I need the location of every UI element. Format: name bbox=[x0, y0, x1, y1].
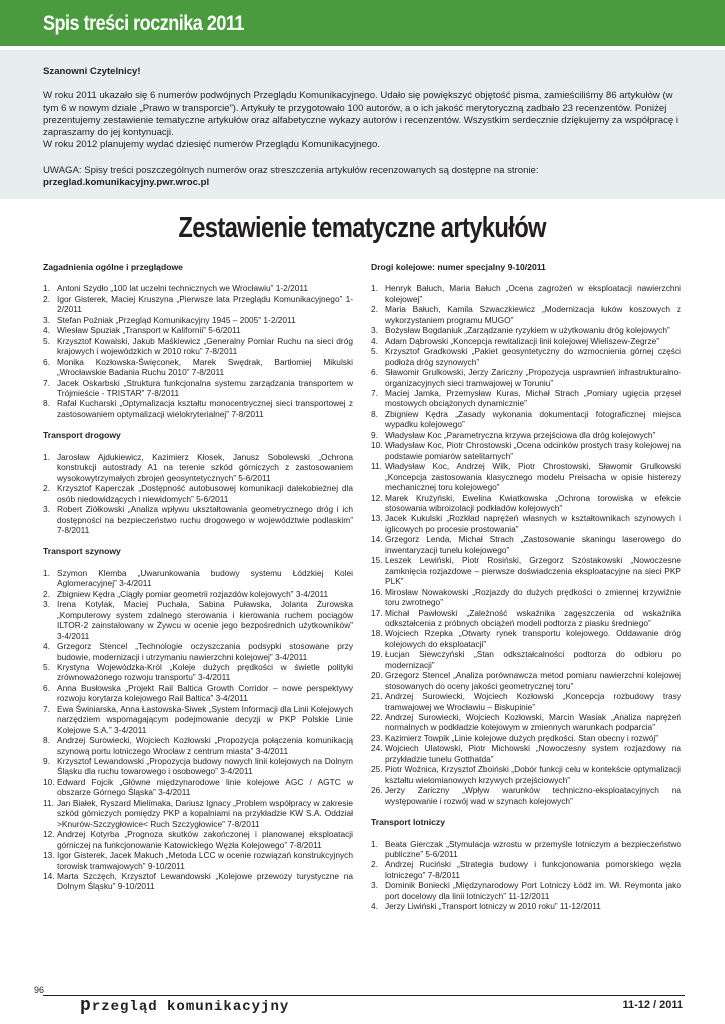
article-item bbox=[371, 367, 681, 388]
article-number: 1. bbox=[43, 567, 50, 578]
footer-brand bbox=[80, 996, 289, 1016]
article-number: 16. bbox=[371, 586, 383, 597]
article-item bbox=[371, 388, 681, 409]
article-text: Andrzej Ruciński „Strategia budowy i funkcjonowania pomorskiego węzła lotniczego” 7-8/2011 bbox=[385, 859, 681, 880]
article-text: Krzysztof Kaperczak „Dostępność autobusowej komunikacji dalekobieżnej dla osób niedowidzących i niewidomych” 5-6/2011 bbox=[57, 483, 353, 504]
footer-brand-rest: rzegląd komunikacyjny bbox=[91, 999, 290, 1015]
toc-section bbox=[43, 262, 353, 419]
article-number: 20. bbox=[371, 670, 383, 681]
article-item bbox=[371, 461, 681, 492]
article-number: 7. bbox=[43, 703, 50, 714]
article-number: 1. bbox=[43, 451, 50, 462]
toc-section bbox=[43, 546, 353, 892]
article-text: Stefan Poźniak „Przegląd Komunikacyjny 1945 – 2005” 1-2/2011 bbox=[57, 314, 296, 325]
article-item bbox=[371, 880, 681, 901]
article-text: Jerzy Liwiński „Transport lotniczy w 2010 roku” 11-12/2011 bbox=[385, 901, 601, 912]
article-item bbox=[371, 336, 681, 346]
article-item bbox=[371, 839, 681, 860]
article-text: Michał Pawłowski „Zależność wskaźnika zagęszczenia od wskaźnika odkształcenia z próbnych obciążeń modeli podtorza z piasku średniego” bbox=[385, 607, 681, 628]
article-number: 11. bbox=[371, 461, 382, 472]
article-item bbox=[43, 325, 353, 335]
article-text: Jacek Kukulski „Rozkład naprężeń własnych w kształtownikach szynowych i iglicowych po procesie prostowania” bbox=[385, 513, 681, 534]
article-item bbox=[371, 587, 681, 608]
article-text: Igor Gisterek, Maciej Kruszyna „Pierwsze lata Przeglądu Komunikacyjnego” 1-2/2011 bbox=[57, 293, 353, 315]
article-text: Wiesław Spuziak „Transport w Kalifornii” 5-6/2011 bbox=[57, 325, 241, 336]
article-number: 10. bbox=[43, 776, 55, 787]
article-number: 14. bbox=[43, 871, 55, 882]
article-item bbox=[43, 756, 353, 777]
article-number: 2. bbox=[371, 304, 378, 315]
article-item bbox=[43, 871, 353, 892]
article-text: Zbigniew Kędra „Zasady wykonania dokumentacji fotograficznej miejsca wypadku kolejowego” bbox=[385, 408, 681, 430]
article-text: Beata Gierczak „Stymulacja wzrostu w przemyśle lotniczym a bezpieczeństwo publiczne” 5-6/2011 bbox=[385, 838, 681, 860]
article-number: 4. bbox=[43, 325, 50, 336]
article-item bbox=[43, 336, 353, 357]
article-number: 1. bbox=[371, 838, 378, 849]
article-number: 11. bbox=[43, 797, 54, 808]
article-item bbox=[371, 859, 681, 880]
article-item bbox=[371, 649, 681, 670]
article-text: Wojciech Rzepka „Otwarty rynek transportu kolejowego. Oddawanie dróg kolejowych do eksploatacji” bbox=[385, 628, 681, 649]
article-text: Krzysztof Kowalski, Jakub Maśkiewicz „Generalny Pomiar Ruchu na sieci dróg krajowych i wojewódzkich w 2010 roku” 7-8/2011 bbox=[57, 335, 353, 357]
article-number: 12. bbox=[371, 492, 383, 503]
footer-issue: 11-12 / 2011 bbox=[622, 999, 683, 1011]
intro-url[interactable]: przeglad.komunikacyjny.pwr.wroc.pl bbox=[43, 177, 210, 189]
article-item bbox=[43, 398, 353, 419]
article-text: Grzegorz Stencel „Analiza porównawcza metod pomiaru nawierzchni kolejowej stosowanych do oceny jakości geometrycznej toru” bbox=[385, 670, 681, 691]
article-number: 14. bbox=[371, 534, 383, 545]
article-item bbox=[43, 735, 353, 756]
article-item bbox=[371, 628, 681, 649]
article-text: Jerzy Zariczny „Wpływ warunków techniczno-eksploatacyjnych na występowanie i rozwój wad w szynach kolejowych” bbox=[385, 785, 681, 806]
article-text: Edward Fojcik „Główne międzynarodowe linie kolejowe AGC / AGTC w obszarze Górnego Śląska” 3-4/2011 bbox=[57, 776, 353, 798]
article-item bbox=[43, 829, 353, 850]
article-text: Marek Krużyński, Ewelina Kwiatkowska „Ochrona torowiska w efekcie stosowania wibroizolacji podkładów kolejowych” bbox=[385, 492, 681, 513]
article-number: 6. bbox=[371, 367, 378, 378]
article-list bbox=[371, 839, 681, 912]
section-heading: Zagadnienia ogólne i przeglądowe bbox=[43, 262, 183, 272]
article-item bbox=[43, 357, 353, 378]
article-number: 7. bbox=[43, 377, 50, 388]
right-column bbox=[371, 262, 681, 923]
article-item bbox=[371, 346, 681, 367]
article-text: Leszek Lewiński, Piotr Rosiński, Grzegorz Szóstakowski „Nowoczesne zamknięcia rozjazdowe – pierwsze doświadczenia eksploatacyjne na sieci PKP PLK” bbox=[385, 555, 681, 587]
article-text: Maria Bałuch, Kamila Szwaczkiewicz „Modernizacja łuków koszowych z wykorzystaniem programu MUGO” bbox=[385, 304, 681, 325]
article-number: 2. bbox=[43, 483, 50, 494]
article-text: Rafał Kucharski „Optymalizacja kształtu monocentrycznej sieci transportowej z zastosowaniem optymalizacji wielokryterialnej” 7-8/2011 bbox=[57, 398, 353, 419]
article-item bbox=[43, 704, 353, 735]
article-number: 9. bbox=[371, 429, 378, 440]
section-title bbox=[0, 212, 725, 245]
article-number: 8. bbox=[371, 408, 378, 419]
article-number: 2. bbox=[43, 588, 50, 599]
article-number: 24. bbox=[371, 743, 383, 754]
article-item bbox=[43, 283, 353, 293]
article-item bbox=[371, 555, 681, 586]
article-item bbox=[43, 483, 353, 504]
article-item bbox=[371, 785, 681, 806]
article-text: Ewa Świniarska, Anna Łastowska-Siwek „System Informacji dla Linii Kolejowych narzędziem wspomagającym podejmowanie decyzji w PKP Polskie Linie Kolejowe S.A.” 3-4/2011 bbox=[57, 703, 353, 735]
article-number: 1. bbox=[43, 283, 50, 294]
section-heading: Drogi kolejowe: numer specjalny 9-10/2011 bbox=[371, 262, 546, 272]
article-item bbox=[43, 850, 353, 871]
article-item bbox=[371, 901, 681, 911]
intro-paragraph-2: W roku 2012 planujemy wydać dziesięć numerów Przeglądu Komunikacyjnego. bbox=[43, 139, 381, 151]
article-text: Andrzej Kotyrba „Prognoza skutków zakończonej i planowanej eksploatacji górniczej na funkcjonowanie Katowickiego Węzła Kolejowego” 7-8/2011 bbox=[57, 829, 353, 850]
article-item bbox=[371, 430, 681, 440]
toc-section bbox=[371, 262, 681, 806]
article-item bbox=[371, 670, 681, 691]
article-text: Andrzej Surowiecki, Wojciech Kozłowski „Propozycja połączenia komunikacją szynową portu lotniczego Wrocław z centrum miasta” 3-4/2011 bbox=[57, 735, 353, 756]
article-number: 7. bbox=[371, 387, 378, 398]
article-item bbox=[43, 589, 353, 599]
article-number: 26. bbox=[371, 785, 383, 796]
article-text: Jacek Oskarbski „Struktura funkcjonalna systemu zarządzania transportem w Trójmieście - TRISTAR” 7-8/2011 bbox=[57, 377, 353, 398]
article-item bbox=[371, 283, 681, 304]
article-number: 2. bbox=[43, 293, 50, 304]
intro-note: UWAGA: Spisy treści poszczególnych numerów oraz streszczenia artykułów recenzowanych są dostępne na stronie: bbox=[43, 164, 539, 176]
article-item bbox=[43, 683, 353, 704]
article-number: 15. bbox=[371, 555, 383, 566]
article-item bbox=[43, 777, 353, 798]
toc-section bbox=[43, 430, 353, 535]
article-number: 22. bbox=[371, 712, 383, 723]
article-item bbox=[43, 294, 353, 315]
article-text: Grzegorz Stencel „Technologie oczyszczania podsypki stosowane przy budowie, modernizacji i utrzymaniu nawierzchni kolejowej” 3-4/2011 bbox=[57, 641, 353, 662]
article-list bbox=[371, 283, 681, 806]
article-text: Krzysztof Gradkowski „Pakiet geosyntetyczny do wzmocnienia górnej części podłoża dróg szynowych” bbox=[385, 346, 681, 367]
article-number: 23. bbox=[371, 732, 383, 743]
article-number: 21. bbox=[371, 691, 383, 702]
article-number: 10. bbox=[371, 440, 383, 451]
article-text: Dominik Boniecki „Międzynarodowy Port Lotniczy Łódź im. Wł. Reymonta jako port docelowy dla linii lotniczych” 11-12/2011 bbox=[385, 880, 681, 901]
article-text: Marta Szczęch, Krzysztof Lewandowski „Kolejowe przewozy turystyczne na Dolnym Śląsku” 9-10/2011 bbox=[57, 871, 353, 892]
article-item bbox=[43, 315, 353, 325]
article-text: Robert Ziółkowski „Analiza wpływu ukształtowania geometrycznego dróg i ich dostępności na bezpieczeństwo ruchu drogowego w województwie podlaskim” 7-8/2011 bbox=[57, 504, 353, 535]
article-number: 6. bbox=[43, 356, 50, 367]
article-text: Kazimierz Towpik „Linie kolejowe dużych prędkości. Stan obecny i rozwój” bbox=[385, 732, 658, 743]
article-number: 3. bbox=[371, 325, 378, 336]
article-text: Antoni Szydło „100 lat uczelni technicznych we Wrocławiu” 1-2/2011 bbox=[57, 283, 309, 294]
article-number: 3. bbox=[43, 599, 50, 610]
article-item bbox=[43, 641, 353, 662]
article-text: Władysław Koc „Parametryczna krzywa przejściowa dla dróg kolejowych” bbox=[385, 429, 656, 440]
article-text: Szymon Klemba „Uwarunkowania budowy systemu Łódzkiej Kolei Aglomeracyjnej” 3-4/2011 bbox=[57, 567, 353, 589]
article-number: 8. bbox=[43, 735, 50, 746]
article-number: 6. bbox=[43, 682, 50, 693]
article-list bbox=[43, 568, 353, 892]
article-number: 13. bbox=[371, 513, 383, 524]
section-title-text: Zestawienie tematyczne artykułów bbox=[178, 212, 547, 244]
article-text: Igor Gisterek, Jacek Makuch „Metoda LCC w ocenie rozwiązań konstrukcyjnych torowisk tramwajowych” 9-10/2011 bbox=[57, 850, 353, 871]
article-number: 17. bbox=[371, 607, 383, 618]
article-item bbox=[43, 662, 353, 683]
article-number: 3. bbox=[43, 314, 50, 325]
article-item bbox=[43, 568, 353, 589]
article-item bbox=[43, 504, 353, 535]
article-number: 5. bbox=[43, 335, 50, 346]
article-item bbox=[371, 691, 681, 712]
article-text: Jarosław Ajdukiewicz, Kazimierz Kłosek, Janusz Sobolewski „Ochrona konstrukcji autostrady A1 na terenie szkód górniczych z zastosowaniem wysokowytrzymałych zbrojeń geosyntetycznych” 5-6/2011 bbox=[57, 451, 353, 483]
article-text: Irena Kotylak, Maciej Puchała, Sabina Puławska, Jolanta Żurowska „Komputerowy system zdalnego sterowania i kierowania ruchem pociągów ILTOR-2 zainstalowany w Żywcu w ocenie jego bezpośrednich użytkowników” 3-4/2011 bbox=[57, 599, 353, 641]
article-number: 4. bbox=[371, 335, 378, 346]
article-text: Mirosław Nowakowski „Rozjazdy do dużych prędkości o zmiennej krzywiźnie toru zwrotnego” bbox=[385, 586, 681, 608]
article-text: Henryk Bałuch, Maria Bałuch „Ocena zagrożeń w eksploatacji nawierzchni kolejowej” bbox=[385, 283, 681, 304]
article-text: Władysław Koc, Andrzej Wilk, Piotr Chrostowski, Sławomir Grulkowski „Koncepcja zastosowania klasycznego modelu Preisacha w opisie histerezy mechanicznej toru kolejowego” bbox=[385, 461, 681, 493]
article-text: Anna Busłowska „Projekt Rail Baltica Growth Corridor – nowe perspektywy rozwoju korytarza kolejowego Rail Baltica” 3-4/2011 bbox=[57, 682, 353, 704]
article-list bbox=[43, 283, 353, 419]
article-number: 3. bbox=[43, 504, 50, 515]
article-text: Andrzej Surowiecki, Wojciech Kozłowski „Koncepcja rozbudowy trasy tramwajowej we Wrocławiu – Biskupinie” bbox=[385, 691, 681, 712]
intro-greeting: Szanowni Czytelnicy! bbox=[43, 66, 141, 77]
article-item bbox=[371, 608, 681, 629]
article-text: Adam Dąbrowski „Koncepcja rewitalizacji linii kolejowej Wieliszew-Zegrze” bbox=[385, 335, 660, 346]
toc-section bbox=[371, 817, 681, 912]
page-number: 96 bbox=[34, 985, 45, 995]
intro-section bbox=[43, 66, 683, 189]
article-number: 19. bbox=[371, 649, 383, 660]
article-number: 18. bbox=[371, 628, 383, 639]
article-item bbox=[371, 304, 681, 325]
article-item bbox=[371, 534, 681, 555]
article-number: 13. bbox=[43, 850, 55, 861]
article-item bbox=[43, 452, 353, 483]
article-text: Andrzej Surowiecki, Wojciech Kozłowski, Marcin Wasiak „Analiza naprężeń normalnych w podkładzie kolejowym w zmiennych warunkach podparcia” bbox=[385, 712, 681, 733]
article-number: 5. bbox=[371, 346, 378, 357]
footer-brand-initial: p bbox=[80, 996, 92, 1016]
article-item bbox=[371, 440, 681, 461]
section-heading: Transport lotniczy bbox=[371, 817, 446, 828]
article-text: Piotr Woźnica, Krzysztof Zboiński „Dobór funkcji celu w kontekście optymalizacji kształtu wielomianowych krzywych przejściowych” bbox=[385, 764, 681, 785]
article-text: Bożysław Bogdaniuk „Zarządzanie ryzykiem w użytkowaniu dróg kolejowych” bbox=[385, 325, 670, 336]
article-item bbox=[371, 409, 681, 430]
article-number: 3. bbox=[371, 880, 378, 891]
article-item bbox=[371, 493, 681, 514]
section-heading: Transport drogowy bbox=[43, 430, 121, 441]
intro-paragraph-1: W roku 2011 ukazało się 6 numerów podwójnych Przeglądu Komunikacyjnego. Udało się powiększyć objętość pisma, zamieściliśmy 86 artykułów (w tym 6 w nowym dziale „Prawo w transporcie”). Artykuły te przygotowało 100 autorów, a o ich jakość merytoryczną zadbało 23 recenzentów. Poniżej prezentujemy zestawienie tematyczne artykułów oraz alfabetyczne wykazy autorów i recenzentów. Wszystkim serdecznie dziękujemy za współpracę i zapraszamy do jej kontynuacji. bbox=[43, 90, 679, 139]
article-item bbox=[371, 743, 681, 764]
article-item bbox=[43, 378, 353, 399]
article-text: Monika Kozłowska-Święconek, Marek Swędrak, Bartłomiej Mikulski „Wrocławskie Badania Ruchu 2010” 7-8/2011 bbox=[57, 356, 353, 378]
article-item bbox=[371, 733, 681, 743]
left-column bbox=[43, 262, 353, 903]
article-item bbox=[371, 764, 681, 785]
article-text: Maciej Jamka, Przemysław Kuras, Michał Strach „Pomiary ugięcia przęseł mostowych obciążonych dynamicznie” bbox=[385, 387, 681, 409]
article-number: 4. bbox=[43, 641, 50, 652]
article-item bbox=[371, 513, 681, 534]
page-title: Spis treści rocznika 2011 bbox=[43, 12, 244, 35]
article-item bbox=[371, 712, 681, 733]
article-number: 1. bbox=[371, 283, 378, 294]
article-number: 2. bbox=[371, 859, 378, 870]
article-number: 12. bbox=[43, 829, 55, 840]
article-text: Krzysztof Lewandowski „Propozycja budowy nowych linii kolejowych na Dolnym Śląsku dla ruchu towarowego i osobowego” 3-4/2011 bbox=[57, 756, 353, 777]
article-text: Władysław Koc, Piotr Chrostowski „Ocena odcinków prostych trasy kolejowej na podstawie pomiarów satelitarnych” bbox=[385, 440, 681, 461]
article-text: Grzegorz Lenda, Michał Strach „Zastosowanie skaningu laserowego do inwentaryzacji tunelu kolejowego” bbox=[385, 534, 681, 555]
article-item bbox=[43, 798, 353, 829]
article-text: Sławomir Grulkowski, Jerzy Zariczny „Propozycja usprawnień infrastrukturalno-organizacyjnych sieci tramwajowej w Toruniu” bbox=[385, 367, 681, 388]
article-item bbox=[43, 599, 353, 641]
article-text: Wojciech Ulatowski, Piotr Michowski „Nowoczesny system rozjazdowy na przykładzie tunelu Gotthatda” bbox=[385, 743, 681, 764]
article-number: 4. bbox=[371, 901, 378, 912]
article-item bbox=[371, 325, 681, 335]
article-text: Zbigniew Kędra „Ciągły pomiar geometrii rozjazdów kolejowych” 3-4/2011 bbox=[57, 588, 329, 599]
article-text: Jan Białek, Ryszard Mielimaka, Dariusz Ignacy „Problem współpracy w zakresie szkód górniczych pomiędzy PKP a kopalniami na przykładzie KW S.A. Oddział >Knurów-Szczygłowice< Ruch Szczygłowice” 7-8/2011 bbox=[57, 797, 353, 829]
article-number: 25. bbox=[371, 764, 383, 775]
article-text: Łucjan Siewczyński „Stan odkształcalności podtorza do odbioru po modernizacji” bbox=[385, 649, 681, 670]
article-number: 9. bbox=[43, 756, 50, 767]
article-list bbox=[43, 452, 353, 536]
article-number: 5. bbox=[43, 661, 50, 672]
article-number: 8. bbox=[43, 398, 50, 409]
article-text: Krystyna Wojewódzka-Król „Koleje dużych prędkości w świetle polityki zrównoważonego rozwoju transportu” 3-4/2011 bbox=[57, 661, 353, 683]
section-heading: Transport szynowy bbox=[43, 546, 121, 557]
